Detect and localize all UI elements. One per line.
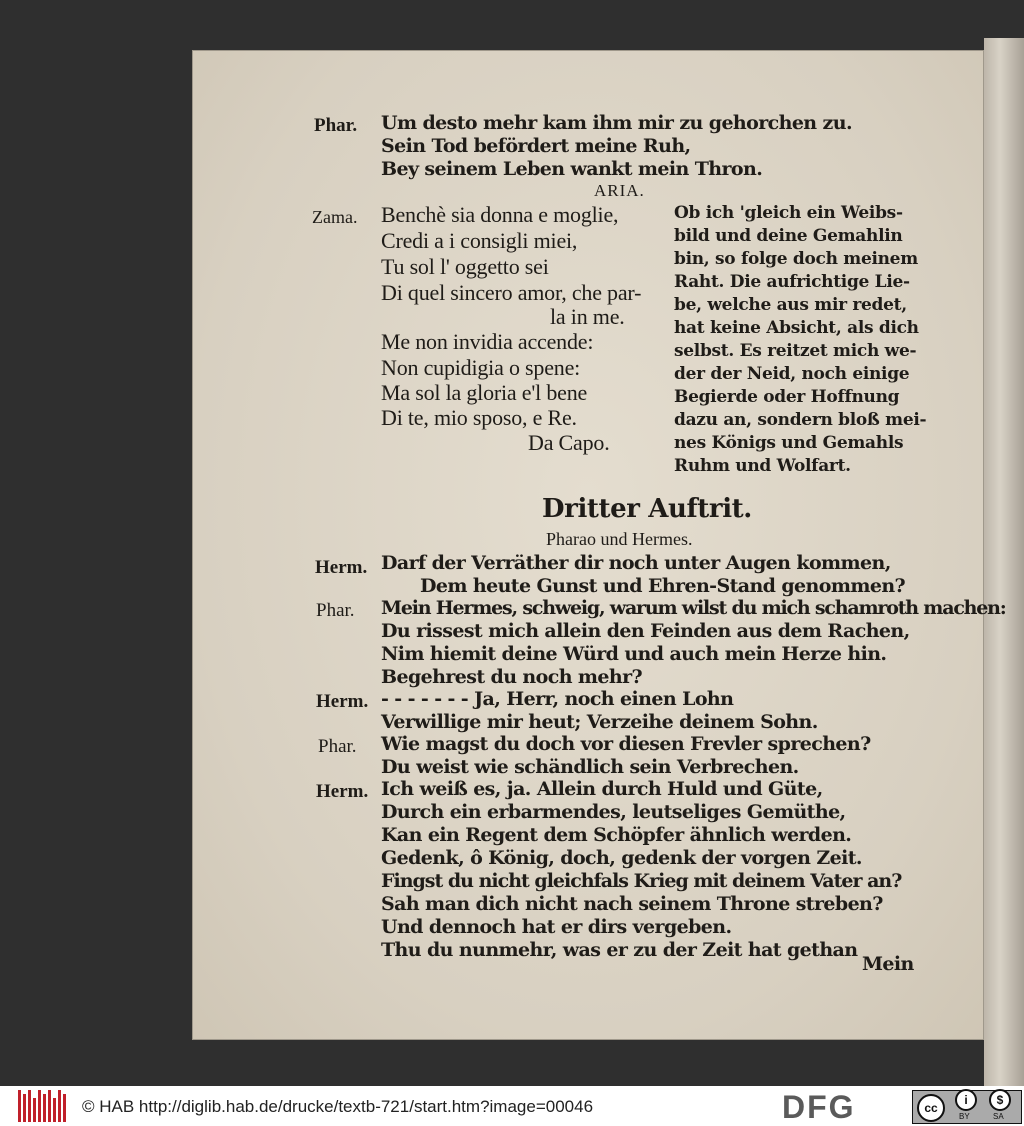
page-edge — [984, 38, 1024, 1086]
verse-line: Kan ein Regent dem Schöpfer ähnlich werden. — [381, 824, 852, 846]
verse-line: Und dennoch hat er dirs vergeben. — [381, 916, 732, 938]
hab-logo-icon[interactable] — [18, 1090, 66, 1122]
german-line: Ruhm und Wolfart. — [674, 456, 851, 476]
verse-line: Mein Hermes, schweig, warum wilst du mich schamroth machen: — [381, 597, 1006, 619]
verse-line: Dem heute Gunst und Ehren-Stand genommen? — [420, 575, 906, 597]
verse-line: Durch ein erbarmendes, leutseliges Gemüthe, — [381, 801, 846, 823]
speaker-label: Phar. — [316, 600, 355, 621]
catchword: Mein — [862, 953, 914, 975]
verse-line: - - - - - - - Ja, Herr, noch einen Lohn — [381, 688, 734, 710]
german-line: dazu an, sondern bloß mei- — [674, 410, 927, 430]
verse-line: Ich weiß es, ja. Allein durch Huld und Güte, — [381, 778, 823, 800]
scene-title: Dritter Auftrit. — [542, 494, 752, 524]
german-line: der der Neid, noch einige — [674, 364, 910, 384]
verse-line: Begehrest du noch mehr? — [381, 666, 643, 688]
dfg-logo[interactable]: DFG — [782, 1089, 856, 1125]
german-line: selbst. Es reitzet mich we- — [674, 341, 917, 361]
verse-line: Gedenk, ô König, doch, gedenk der vorgen Zeit. — [381, 847, 862, 869]
german-line: bild und deine Gemahlin — [674, 226, 903, 246]
aria-heading: ARIA. — [594, 181, 645, 200]
speaker-label: Zama. — [312, 207, 358, 227]
german-line: Ob ich 'gleich ein Weibs- — [674, 203, 903, 223]
verse-line: Darf der Verräther dir noch unter Augen kommen, — [381, 552, 891, 574]
german-line: Raht. Die aufrichtige Lie- — [674, 272, 910, 292]
italian-line: Me non invidia accende: — [381, 329, 594, 354]
verse-line: Um desto mehr kam ihm mir zu gehorchen zu. — [381, 112, 852, 134]
scene-persons: Pharao und Hermes. — [546, 529, 693, 549]
verse-line: Verwillige mir heut; Verzeihe deinem Sohn. — [381, 711, 818, 733]
sa-label: SA — [993, 1112, 1004, 1121]
verse-line: Sah man dich nicht nach seinem Throne streben? — [381, 893, 883, 915]
verse-line: Bey seinem Leben wankt mein Thron. — [381, 158, 763, 180]
cc-license-badge[interactable] — [912, 1090, 1022, 1124]
italian-line: Ma sol la gloria e'l bene — [381, 380, 588, 405]
german-line: be, welche aus mir redet, — [674, 295, 907, 315]
speaker-label: Herm. — [315, 557, 368, 578]
attribution-icon: i — [955, 1089, 977, 1111]
share-alike-icon: $ — [989, 1089, 1011, 1111]
verse-line: Fingst du nicht gleichfals Krieg mit deinem Vater an? — [381, 870, 902, 892]
verse-line: Du rissest mich allein den Feinden aus dem Rachen, — [381, 620, 910, 642]
cc-icon: cc — [917, 1094, 945, 1122]
scanned-page — [192, 50, 1006, 1040]
italian-line: la in me. — [550, 304, 625, 329]
speaker-label: Phar. — [314, 115, 358, 136]
da-capo: Da Capo. — [528, 430, 610, 455]
italian-line: Di quel sincero amor, che par- — [381, 280, 642, 305]
german-line: hat keine Absicht, als dich — [674, 318, 919, 338]
verse-line: Du weist wie schändlich sein Verbrechen. — [381, 756, 799, 778]
italian-line: Credi a i consigli miei, — [381, 228, 578, 253]
german-line: Begierde oder Hoffnung — [674, 387, 900, 407]
verse-line: Sein Tod befördert meine Ruh, — [381, 135, 691, 157]
verse-line: Nim hiemit deine Würd und auch mein Herze hin. — [381, 643, 887, 665]
by-label: BY — [959, 1112, 970, 1121]
verse-line: Thu du nunmehr, was er zu der Zeit hat gethan — [381, 939, 858, 961]
source-link[interactable]: © HAB http://diglib.hab.de/drucke/textb-721/start.htm?image=00046 — [82, 1097, 594, 1116]
italian-line: Benchè sia donna e moglie, — [381, 202, 619, 227]
speaker-label: Phar. — [318, 736, 357, 757]
verse-line: Wie magst du doch vor diesen Frevler sprechen? — [381, 733, 871, 755]
italian-line: Non cupidigia o spene: — [381, 355, 581, 380]
german-line: nes Königs und Gemahls — [674, 433, 904, 453]
speaker-label: Herm. — [316, 691, 369, 712]
german-line: bin, so folge doch meinem — [674, 249, 918, 269]
italian-line: Tu sol l' oggetto sei — [381, 254, 549, 279]
italian-line: Di te, mio sposo, e Re. — [381, 405, 577, 430]
speaker-label: Herm. — [316, 781, 369, 802]
